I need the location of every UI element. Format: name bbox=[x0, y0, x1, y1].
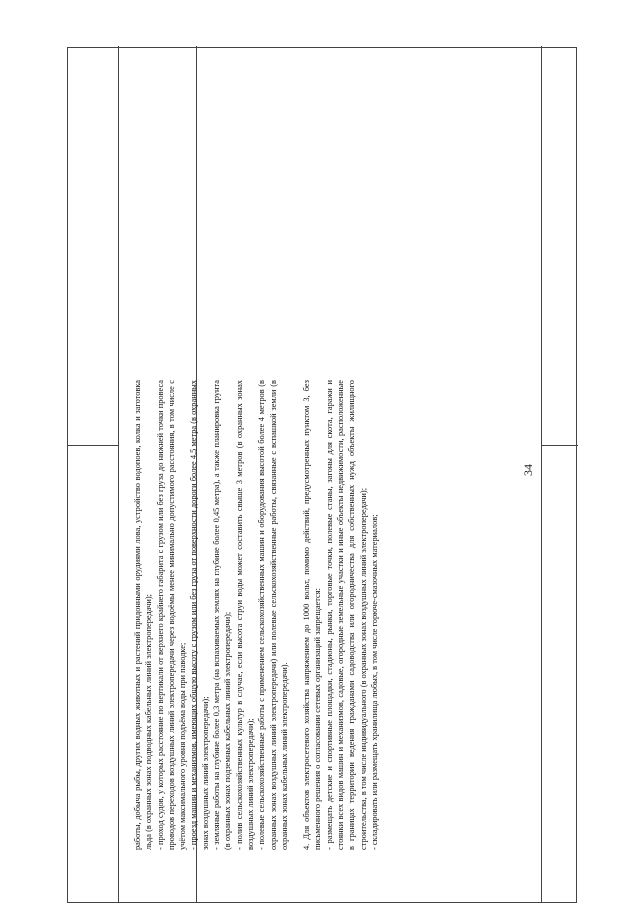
paragraph: - земляные работы на глубине более 0,3 метра (на вспахиваемых землях на глубине более 0,45 метра), а также планировка грунта (в охранных зонах подземных кабельных линий электропередачи); bbox=[212, 380, 233, 850]
paragraph-group-1 bbox=[132, 380, 380, 850]
text-block bbox=[132, 380, 570, 850]
table-row-separator bbox=[68, 445, 118, 446]
paragraph: - размещать детские и спортивные площадки, стадионы, рынки, торговые точки, полевые станы, загоны для скота, гаражи и стоянки всех видов машин и механизмов, садовые, огородные земельные участки и иные объекты недвижимости, расположенные в границах территории ведения гражданами садоводства или огородничества для собственных нужд объекты жилищного строительства, в том числе индивидуального (в охранных зонах воздушных линий электропередачи); bbox=[324, 380, 368, 850]
paragraph: - проход судов, у которых расстояние по вертикали от верхнего крайнего габарита с грузом или без груза до нижней точки провеса проводов переходов воздушных линий электропередачи через водоёмы менее минимально допустимого расстояния, в том числе с учётом максимального уровня подъёма воды при паводке; bbox=[155, 380, 188, 850]
paragraph: - проезд машин и механизмов, имеющих общую высоту с грузом или без груза от поверхности дороги более 4,5 метра (в охранных зонах воздушных линий электропередачи); bbox=[189, 380, 210, 850]
paragraph: - полевые сельскохозяйственные работы с применением сельскохозяйственных машин и оборудования высотой более 4 метров (в охранных зонах воздушных линий электропередачи) или полевые сельскохозяйственные работы, связанные с вспашкой земли (в охранных зонах кабельных линий электропередачи). bbox=[257, 380, 289, 850]
paragraph: 4. Для объектов электросетевого хозяйства напряжением до 1000 вольт, помимо действий, предусмотренных пунктом 3, без письменного решения о согласовании сетевых организаций запрещается: bbox=[302, 380, 323, 850]
paragraph: работы, добыча рыбы, других водных животных и растений придонными орудиями лова, устройство водопоев, колка и заготовка льда (в охранных зонах подводных кабельных линий электропередачи); bbox=[133, 380, 154, 850]
page-number: 34 bbox=[521, 464, 535, 476]
table-divider-1 bbox=[118, 46, 119, 902]
paragraph: - полив сельскохозяйственных культур в случае, если высота струи воды может составить свыше 3 метров (в охранных зонах воздушных линий электропередачи); bbox=[234, 380, 255, 850]
paragraph: - складировать или размещать хранилища любых, в том числе горюче-смазочных материалов; bbox=[369, 514, 379, 850]
paragraph-gap bbox=[290, 380, 301, 850]
